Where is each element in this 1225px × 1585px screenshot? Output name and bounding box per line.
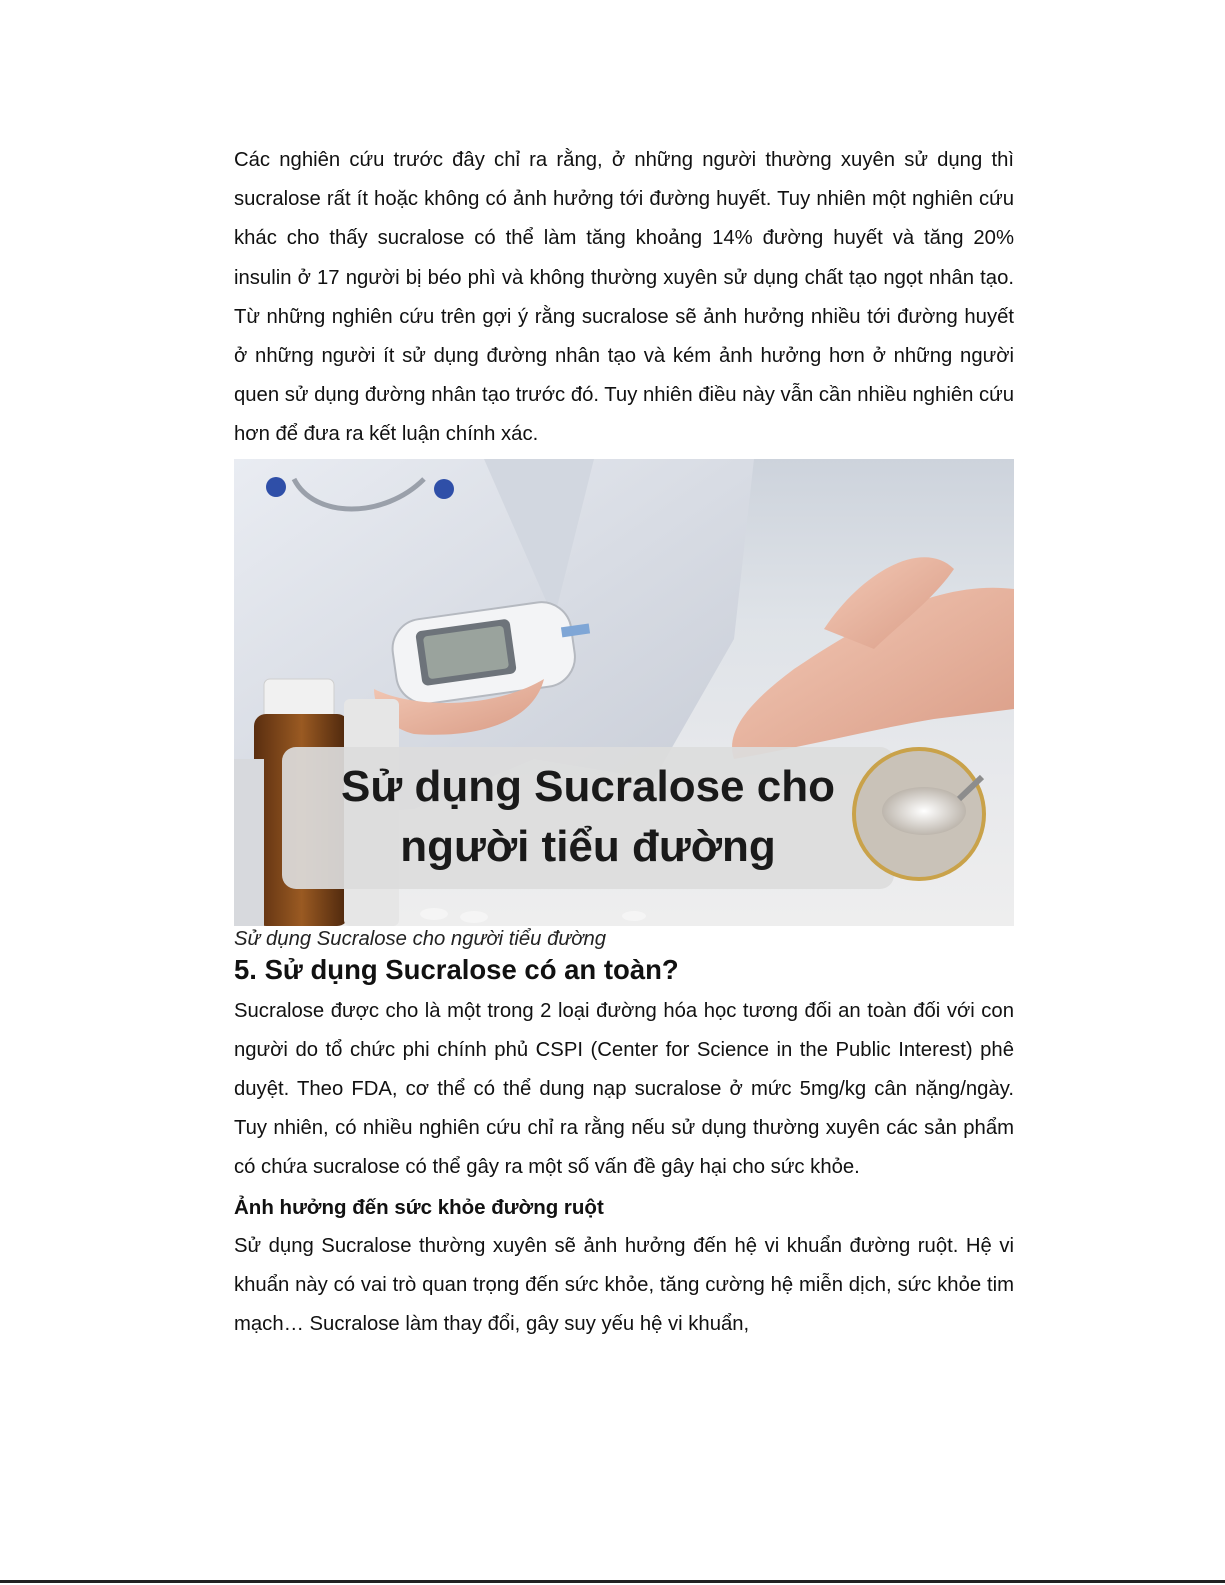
page-bottom-rule: [0, 1580, 1225, 1583]
section-heading: 5. Sử dụng Sucralose có an toàn?: [234, 953, 679, 985]
document-page: [234, 141, 1014, 1344]
banner-line-1: Sử dụng Sucralose cho: [341, 761, 835, 811]
subheading-gut-health: Ảnh hưởng đến sức khỏe đường ruột: [234, 1195, 604, 1219]
figure-caption: Sử dụng Sucralose cho người tiểu đường: [234, 927, 607, 950]
paragraph-gut: Sử dụng Sucralose thường xuyên sẽ ảnh hưởng đến hệ vi khuẩn đường ruột. Hệ vi khuẩn này có vai trò quan trọng đến sức khỏe, tăng cường hệ miễn dịch, sức khỏe tim mạch… Sucralose làm thay đổi, gây suy yếu hệ vi khuẩn,: [234, 1234, 1014, 1336]
banner-line-2: người tiểu đường: [400, 821, 776, 871]
paragraph-blood-sugar: Các nghiên cứu trước đây chỉ ra rằng, ở những người thường xuyên sử dụng thì sucralose rất ít hoặc không có ảnh hưởng tới đường huyết. Tuy nhiên một nghiên cứu khác cho thấy sucralose có thể làm tăng khoảng 14% đường huyết và tăng 20% insulin ở 17 người bị béo phì và không thường xuyên sử dụng chất tạo ngọt nhân tạo. Từ những nghiên cứu trên gợi ý rằng sucralose sẽ ảnh hưởng nhiều tới đường huyết ở những người ít sử dụng đường nhân tạo và kém ảnh hưởng hơn ở những người quen sử dụng đường nhân tạo trước đó. Tuy nhiên điều này vẫn cần nhiều nghiên cứu hơn để đưa ra kết luận chính xác.: [234, 149, 1015, 446]
paragraph-safety: Sucralose được cho là một trong 2 loại đường hóa học tương đối an toàn đối với con người do tổ chức phi chính phủ CSPI (Center for Science in the Public Interest) phê duyệt. Theo FDA, cơ thể có thể dung nạp sucralose ở mức 5mg/kg cân nặng/ngày. Tuy nhiên, có nhiều nghiên cứu chỉ ra rằng nếu sử dụng thường xuyên các sản phẩm có chứa sucralose có thể gây ra một số vấn đề gây hại cho sức khỏe.: [234, 999, 1014, 1179]
article-figure: [234, 459, 1014, 926]
figure-banner-text: [282, 757, 894, 877]
